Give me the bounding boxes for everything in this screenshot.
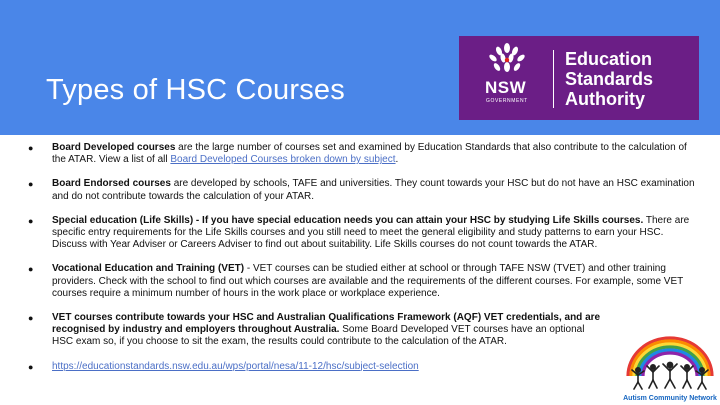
slide-header <box>0 0 720 135</box>
text-vet: - VET courses can be studied either at school or through TAFE NSW (TVET) and other training providers. Check with the school to find out which courses are available and the requirements of the different courses. For example, some VET courses require a minimum number of hours in the work place or workplace experience. <box>52 263 684 299</box>
bullet-vet-credentials <box>28 312 698 349</box>
bullet-dot: ● <box>28 179 34 190</box>
logo-line-education: Education <box>565 49 653 69</box>
bullet-list <box>28 142 698 373</box>
term-special-education: Special education (Life Skills) - If you have special education needs you can attain your HSC by studying Life Skills courses. <box>52 214 644 226</box>
bullet-dot: ● <box>28 313 34 324</box>
text-board-developed-end: . <box>395 154 399 166</box>
bullet-dot: ● <box>28 264 34 275</box>
autism-community-network-logo <box>620 330 720 405</box>
board-developed-courses-link[interactable]: Board Developed Courses broken down by subject <box>170 154 396 166</box>
bullet-dot: ● <box>28 215 34 226</box>
bullet-dot: ● <box>28 361 34 372</box>
bullet-board-endorsed <box>28 178 698 202</box>
logo-government-text: GOVERNMENT <box>486 98 528 104</box>
text-board-developed: are the large number of courses set and examined by Education Standards that also contribute to the calculation of the ATAR. View a list of all <box>52 142 687 166</box>
logo-wordmark <box>565 49 653 109</box>
text-board-endorsed: are developed by schools, TAFE and universities. They count towards your HSC but do not have an HSC examination and do not contribute towards the calculation of your ATAR. <box>52 178 695 202</box>
autism-logo-text: Autism Community Network <box>623 395 717 402</box>
logo-divider <box>553 50 554 108</box>
term-vet-credentials: VET courses contribute towards your HSC and Australian Qualifications Framework (AQF) VET credentials, and are recognised by industry and employers throughout Australia. <box>52 312 601 336</box>
term-board-developed: Board Developed courses <box>52 142 176 153</box>
logo-line-authority: Authority <box>565 89 645 109</box>
logo-line-standards: Standards <box>565 69 654 89</box>
bullet-vet <box>28 263 698 300</box>
bullet-dot: ● <box>28 143 34 153</box>
logo-nsw-text: NSW <box>485 78 527 97</box>
text-vet-credentials: Some Board Developed VET courses have an optional HSC exam so, if you choose to sit the exam, the results could contribute to the calculation of the ATAR. <box>52 324 585 348</box>
slide-title: Types of HSC Courses <box>46 74 345 106</box>
nesa-logo <box>459 36 699 120</box>
subject-selection-url-link[interactable]: https://educationstandards.nsw.edu.au/wps/portal/nesa/11-12/hsc/subject-selection <box>52 360 419 372</box>
term-vet: Vocational Education and Training (VET) <box>52 263 245 275</box>
bullet-board-developed <box>28 142 698 166</box>
bullet-subject-selection-link <box>28 361 698 373</box>
waratah-icon <box>487 42 527 78</box>
term-board-endorsed: Board Endorsed courses <box>52 178 171 190</box>
text-special-education: There are specific entry requirements for the Life Skills courses and you still need to meet the general eligibility and study patterns to earn your HSC. Discuss with Year Adviser or Careers Adviser to find out about suitability. Life Skills courses do not count towards the ATAR. <box>52 214 690 251</box>
bullet-special-education <box>28 215 698 252</box>
